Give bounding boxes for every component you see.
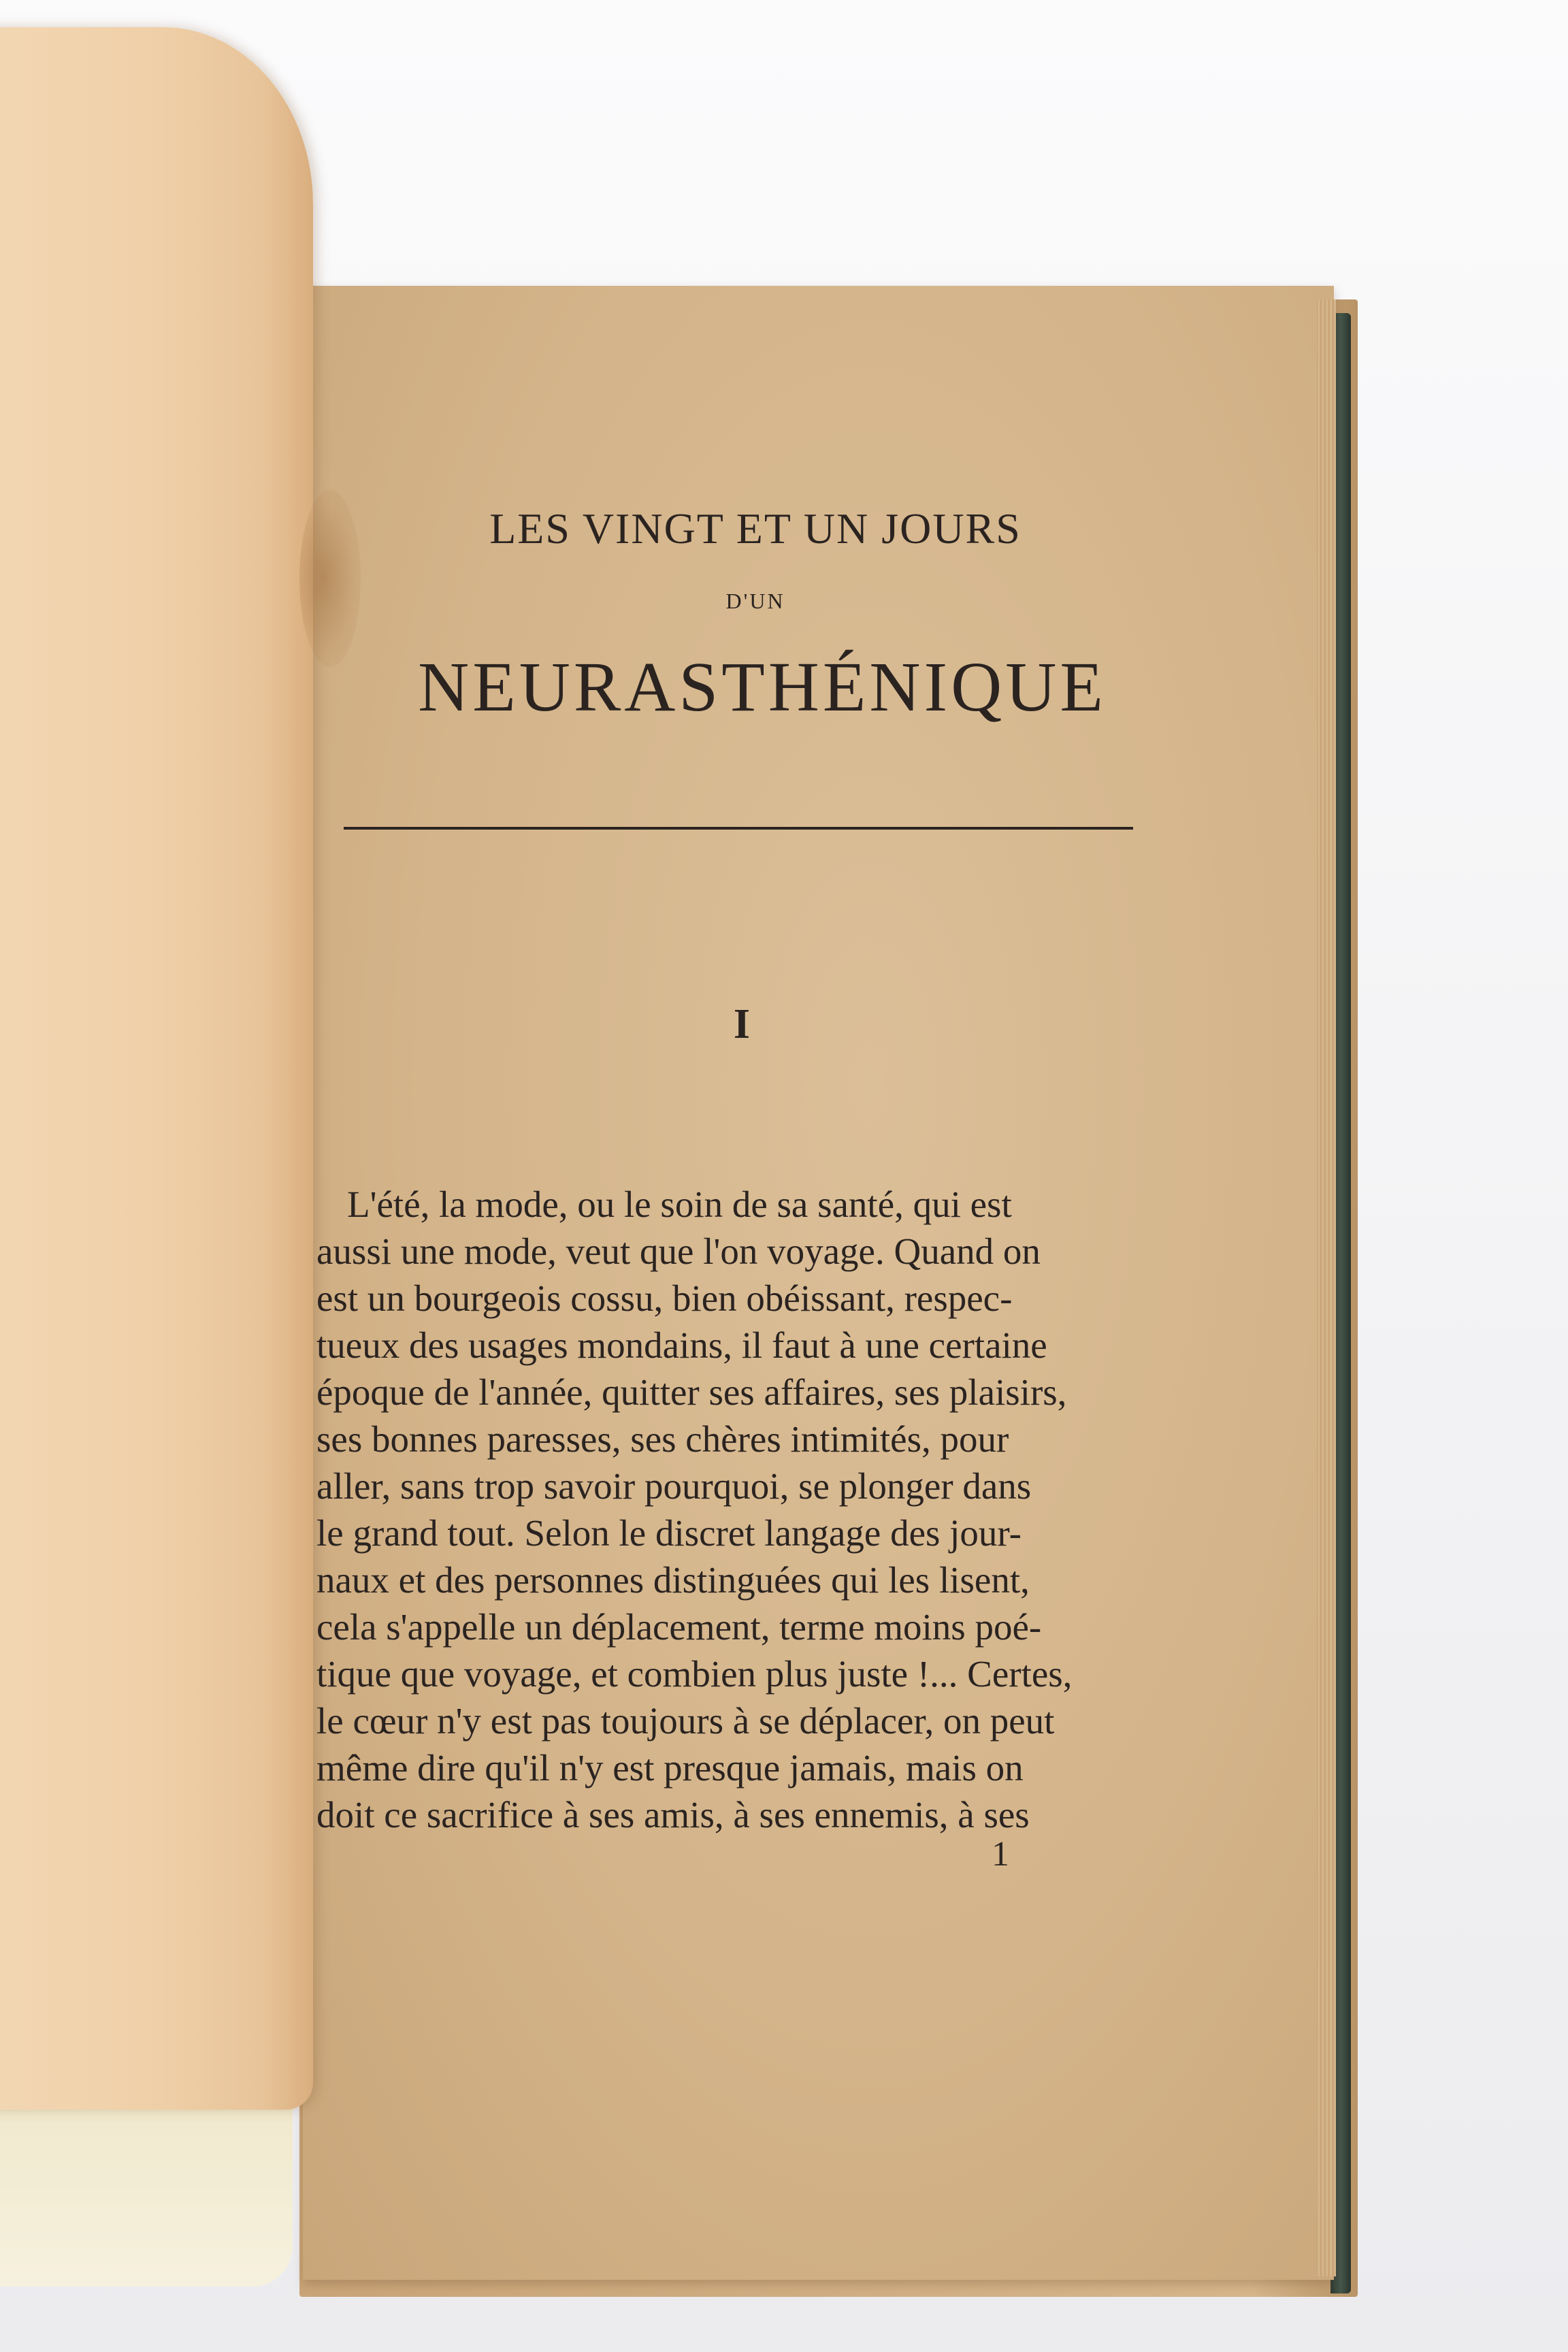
left-page-curl: [0, 27, 313, 2110]
title-connector: D'UN: [725, 589, 785, 613]
body-paragraph: [316, 1181, 1133, 1838]
body-line: aller, sans trop savoir pourquoi, se plonger dans: [316, 1465, 1032, 1507]
body-line: cela s'appelle un déplacement, terme moins poé-: [316, 1606, 1042, 1648]
body-line: L'été, la mode, ou le soin de sa santé, qui est: [347, 1183, 1012, 1225]
title-rule-divider: [344, 827, 1133, 830]
body-line: le cœur n'y est pas toujours à se déplacer, on peut: [316, 1700, 1055, 1742]
body-line: le grand tout. Selon le discret langage des jour-: [316, 1512, 1022, 1554]
body-line: naux et des personnes distinguées qui les lisent,: [316, 1559, 1030, 1601]
body-line: est un bourgeois cossu, bien obéissant, respec-: [316, 1277, 1013, 1319]
chapter-number: I: [733, 1001, 751, 1047]
page-edges: [1317, 299, 1336, 2276]
body-line: doit ce sacrifice à ses amis, à ses ennemis, à ses: [316, 1794, 1030, 1835]
body-line: ses bonnes paresses, ses chères intimités, pour: [316, 1418, 1009, 1460]
body-line: aussi une mode, veut que l'on voyage. Quand on: [316, 1230, 1041, 1272]
body-line: tique que voyage, et combien plus juste !... Certes,: [316, 1653, 1073, 1695]
page-title: NEURASTHÉNIQUE: [418, 648, 1107, 726]
body-line: époque de l'année, quitter ses affaires, ses plaisirs,: [316, 1371, 1067, 1413]
paper-stain: [299, 490, 361, 667]
body-line: tueux des usages mondains, il faut à une certaine: [316, 1324, 1047, 1366]
body-line: même dire qu'il n'y est presque jamais, mais on: [316, 1747, 1024, 1788]
title-line-1: LES VINGT ET UN JOURS: [489, 504, 1022, 553]
page-number: 1: [992, 1835, 1009, 1874]
